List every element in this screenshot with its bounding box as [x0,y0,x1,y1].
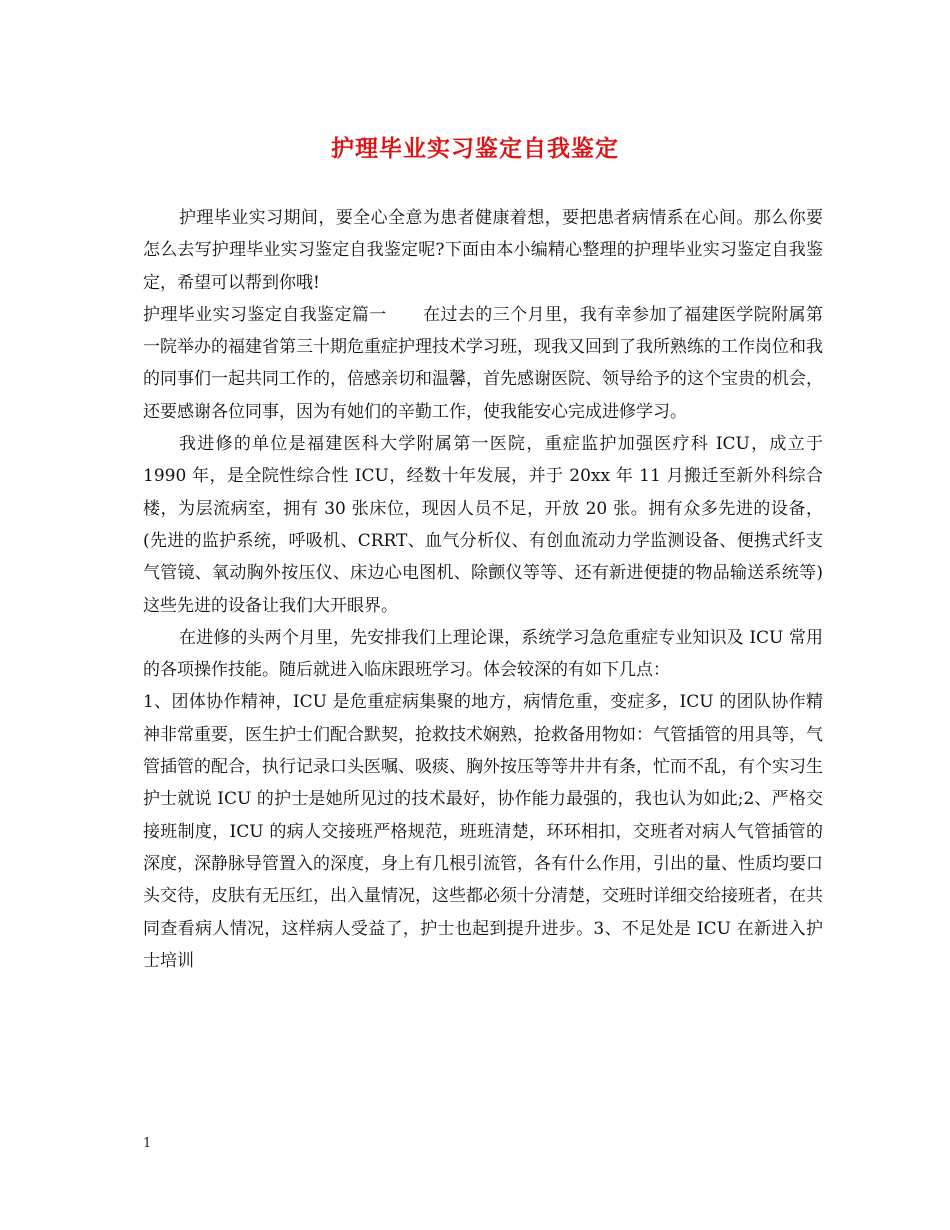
paragraph-4: 1、团体协作精神，ICU 是危重症病集聚的地方，病情危重，变症多，ICU 的团队协作精神非常重要，医生护士们配合默契，抢救技术娴熟，抢救备用物如：气管插管的用具等，气管插管的配合，执行记录口头医嘱、吸痰、胸外按压等等井井有条，忙而不乱，有个实习生护士就说 ICU 的护士是她所见过的技术最好，协作能力最强的，我也认为如此;2、严格交接班制度，ICU 的病人交接班严格规范，班班清楚，环环相扣，交班者对病人气管插管的深度，深静脉导管置入的深度，身上有几根引流管，各有什么作用，引出的量、性质均要口头交待，皮肤有无压红，出入量情况，这些都必须十分清楚，交班时详细交给接班者，在共同查看病人情况，这样病人受益了，护士也起到提升进步。3、不足处是 ICU 在新进入护士培训 [143,692,823,971]
document-body [143,202,823,977]
paragraph-2: 我进修的单位是福建医科大学附属第一医院，重症监护加强医疗科 ICU，成立于 1990 年，是全院性综合性 ICU，经数十年发展，并于 20xx 年 11 月搬迁至新外科综合楼，为层流病室，拥有 30 张床位，现因人员不足，开放 20 张。拥有众多先进的设备，(先进的监护系统，呼吸机、CRRT、血气分析仪、有创血流动力学监测设备、便携式纤支气管镜、氧动胸外按压仪、床边心电图机、除颤仪等等、还有新进便捷的物品输送系统等)这些先进的设备让我们大开眼界。 [143,434,823,616]
paragraph-3: 在进修的头两个月里，先安排我们上理论课，系统学习急危重症专业知识及 ICU 常用的各项操作技能。随后就进入临床跟班学习。体会较深的有如下几点： [143,627,823,681]
intro-paragraph: 护理毕业实习期间，要全心全意为患者健康着想，要把患者病情系在心间。那么你要怎么去写护理毕业实习鉴定自我鉴定呢?下面由本小编精心整理的护理毕业实习鉴定自我鉴定，希望可以帮到你哦! [143,208,823,293]
section-first-text: 在过去的三个月里，我有幸参加了福建医学院附属第一院举办的福建省第三十期危重症护理技术学习班，现我又回到了我所熟练的工作岗位和我的同事们一起共同工作的，倍感亲切和温馨，首先感谢医院、领导给予的这个宝贵的机会，还要感谢各位同事，因为有她们的辛勤工作，使我能安心完成进修学习。 [143,304,824,422]
document-title: 护理毕业实习鉴定自我鉴定 [331,135,619,162]
page-number: 1 [143,1136,152,1151]
section-heading: 护理毕业实习鉴定自我鉴定篇一 [143,304,387,325]
section-paragraph [143,299,823,428]
